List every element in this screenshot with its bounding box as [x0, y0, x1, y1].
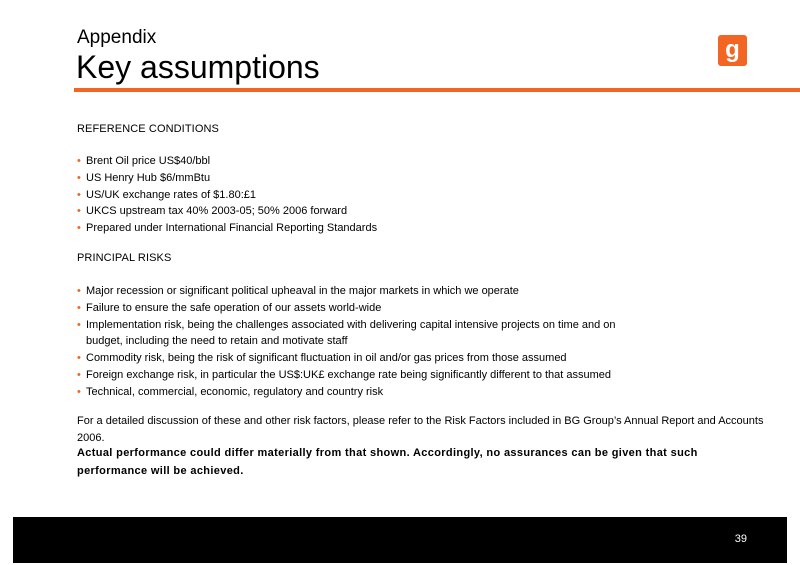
footer-bar — [13, 517, 787, 563]
risk-factors-paragraph: For a detailed discussion of these and other risk factors, please refer to the Risk Factors included in BG Group’s Annual Report and Accounts 2006. — [77, 415, 764, 444]
list-item-continuation: budget, including the need to retain and motivate staff — [86, 335, 348, 348]
list-item: • Technical, commercial, economic, regulatory and country risk — [77, 384, 616, 401]
bullet-icon: • — [77, 352, 81, 365]
principal-risks-list — [77, 283, 616, 401]
list-item: • Failure to ensure the safe operation of our assets world-wide — [77, 300, 616, 317]
list-item: • Brent Oil price US$40/bbl — [77, 153, 377, 170]
bullet-icon: • — [77, 155, 81, 167]
list-item: • Commodity risk, being the risk of significant fluctuation in oil and/or gas prices from those assumed — [77, 350, 616, 367]
reference-conditions-list — [77, 153, 377, 237]
bullet-icon: • — [77, 171, 81, 184]
bullet-icon: • — [77, 301, 81, 314]
page-number: 39 — [734, 533, 747, 545]
header-rule — [74, 88, 800, 92]
reference-conditions-heading: REFERENCE CONDITIONS — [77, 123, 219, 135]
list-item: • Prepared under International Financial Reporting Standards — [77, 220, 377, 237]
slide-subtitle: Appendix — [77, 27, 157, 48]
bullet-icon: • — [77, 318, 81, 331]
list-item: • Major recession or significant political upheaval in the major markets in which we operate — [77, 283, 616, 300]
bullet-icon: • — [77, 285, 81, 297]
list-item: • Implementation risk, being the challenges associated with delivering capital intensive projects on time and on — [77, 317, 616, 334]
list-item: • UKCS upstream tax 40% 2003-05; 50% 2006 forward — [77, 203, 377, 220]
performance-disclaimer: Actual performance could differ materially from that shown. Accordingly, no assurances can be given that such performance will be achieved. — [77, 447, 698, 477]
bullet-icon: • — [77, 205, 81, 218]
bullet-icon: • — [77, 368, 81, 381]
bullet-icon: • — [77, 188, 81, 201]
slide-title: Key assumptions — [76, 49, 320, 85]
list-item: • US/UK exchange rates of $1.80:£1 — [77, 187, 377, 204]
list-item: • US Henry Hub $6/mmBtu — [77, 170, 377, 187]
svg-text:g: g — [725, 36, 740, 63]
bullet-icon: • — [77, 222, 81, 235]
bg-logo-icon — [718, 35, 747, 66]
principal-risks-heading: PRINCIPAL RISKS — [77, 252, 172, 264]
bullet-icon: • — [77, 385, 81, 398]
list-item: • Foreign exchange risk, in particular the US$:UK£ exchange rate being significantly different to that assumed — [77, 367, 616, 384]
